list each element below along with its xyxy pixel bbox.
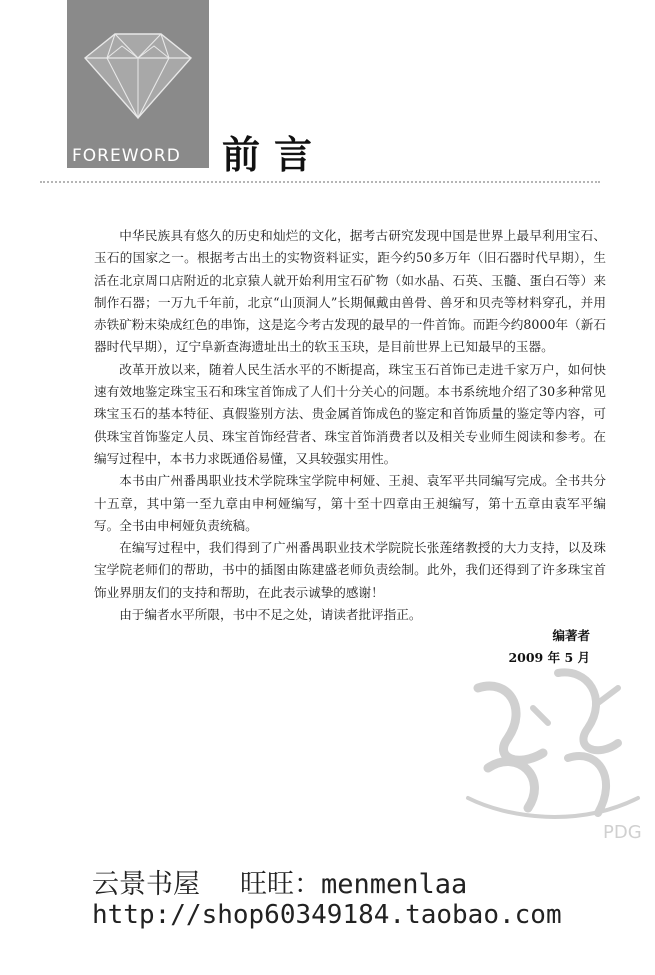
- paragraph: 改革开放以来，随着人民生活水平的不断提高，珠宝玉石首饰已走进千家万户，如何快速有效地鉴定珠宝玉石和珠宝首饰成了人们十分关心的问题。本书系统地介绍了30多种常见珠宝玉石的基本特征、真假鉴别方法、贵金属首饰成色的鉴定和首饰质量的鉴定等内容，可供珠宝首饰鉴定人员、珠宝首饰经营者、珠宝首饰消费者以及相关专业师生阅读和参考。在编写过程中，本书力求既通俗易懂，又具较强实用性。: [94, 361, 606, 466]
- page-title: 前言: [222, 133, 327, 177]
- header-block: [67, 0, 209, 168]
- paragraph: 本书由广州番禺职业技术学院珠宝学院申柯娅、王昶、袁军平共同编写完成。全书共分十五章，其中第一至九章由申柯娅编写，第十至十四章由王昶编写，第十五章由袁军平编写。全书由申柯娅负责统稿。: [94, 473, 606, 533]
- shop-url: http://shop60349184.taobao.com: [92, 900, 562, 930]
- stamp-label: PDG: [603, 822, 642, 843]
- signature-date: 2009 年 5 月: [508, 650, 590, 665]
- body-text: [94, 225, 606, 626]
- foreword-label: FOREWORD: [72, 146, 181, 166]
- paragraph: 中华民族具有悠久的历史和灿烂的文化，据考古研究发现中国是世界上最早利用宝石、玉石的国家之一。根据考古出土的实物资料证实，距今约50多万年（旧石器时代早期），生活在北京周口店附近的北京猿人就开始利用宝石矿物（如水晶、石英、玉髓、蛋白石等）来制作石器；一万九千年前，北京“山顶洞人”长期佩戴由兽骨、兽牙和贝壳等材料穿孔，并用赤铁矿粉末染成红色的串饰，这是迄今考古发现的最早的一件首饰。而距今约8000年（新石器时代早期），辽宁阜新查海遗址出土的软玉玉玦，是目前世界上已知最早的玉器。: [94, 228, 606, 355]
- contact-info: 旺旺：menmenlaa: [240, 869, 468, 900]
- seal-stamp: [448, 648, 648, 848]
- header-divider: [40, 181, 600, 183]
- shop-name: 云景书屋: [92, 869, 200, 900]
- diamond-graphic: [67, 0, 209, 168]
- paragraph: 由于编者水平所限，书中不足之处，请读者批评指正。: [119, 607, 422, 623]
- author-signature: 编著者: [552, 628, 590, 643]
- paragraph: 在编写过程中，我们得到了广州番禺职业技术学院院长张莲绪教授的大力支持，以及珠宝学院老师们的帮助，书中的插图由陈建盛老师负责绘制。此外，我们还得到了许多珠宝首饰业界朋友们的支持和帮助，在此表示诚挚的感谢！: [94, 540, 606, 600]
